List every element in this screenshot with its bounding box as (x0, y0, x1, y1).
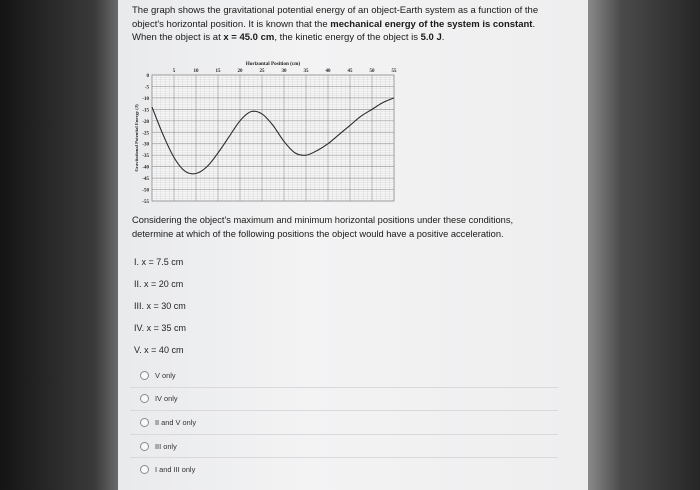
choice-iv-only[interactable] (130, 387, 558, 411)
choice-label: II and V only (155, 417, 197, 427)
statement-list (134, 256, 186, 366)
y-tick-label: -40 (142, 165, 149, 171)
intro-text-1: The graph shows the gravitational potential energy of an object-Earth system as a function of the object's horizontal position. It is known that the (132, 5, 539, 30)
y-tick-label: -5 (144, 85, 149, 91)
choice-ii-and-v-only[interactable] (130, 410, 558, 434)
radio-button[interactable] (140, 394, 149, 403)
y-tick-label: 0 (146, 74, 149, 79)
intro-bold-constant: mechanical energy of the system is constant (330, 18, 533, 30)
radio-button[interactable] (140, 418, 149, 427)
x-tick-label: 5 (172, 69, 176, 74)
y-tick-label: -25 (142, 131, 149, 137)
statement-4: IV. x = 35 cm (134, 323, 186, 333)
x-tick-label: 30 (281, 69, 287, 74)
x-tick-label: 25 (259, 69, 265, 74)
chart-title: Horizontal Position (cm) (245, 61, 301, 67)
choice-label: I and III only (155, 465, 196, 475)
plot-area (152, 75, 394, 201)
intro-text-2: . (532, 18, 536, 30)
intro-text-5: . (441, 32, 445, 43)
choice-label: IV only (155, 394, 178, 404)
choice-label: V only (155, 370, 176, 380)
y-tick-label: -50 (142, 188, 149, 194)
intro-bold-position: x = 45.0 cm (223, 32, 275, 43)
y-tick-label: -45 (142, 177, 149, 183)
y-tick-label: -20 (142, 119, 149, 125)
y-tick-label: -30 (142, 142, 149, 148)
statement-1: I. x = 7.5 cm (134, 257, 184, 267)
radio-button[interactable] (140, 442, 149, 451)
intro-bold-energy: 5.0 J (420, 32, 442, 43)
x-tick-label: 15 (215, 69, 221, 74)
y-tick-label: -35 (142, 154, 149, 160)
intro-text-4: , the kinetic energy of the object is (274, 32, 421, 43)
question-text: Considering the object's maximum and minimum horizontal positions under these conditions, determine at which of the following positions the object would have a positive acceleration. (132, 215, 514, 239)
choice-iii-only[interactable] (130, 434, 558, 458)
x-tick-label: 35 (303, 69, 309, 74)
x-tick-label: 40 (325, 69, 331, 74)
radio-button[interactable] (140, 465, 149, 474)
x-tick-label: 50 (369, 69, 375, 74)
x-tick-label: 10 (193, 69, 199, 74)
answer-choices (130, 364, 558, 481)
radio-button[interactable] (140, 371, 149, 380)
x-tick-label: 55 (391, 69, 397, 74)
potential-energy-graph (132, 58, 402, 206)
y-tick-label: -55 (142, 200, 149, 205)
intro-text-3: When the object is at (132, 32, 224, 43)
x-tick-label: 20 (237, 69, 243, 74)
choice-v-only[interactable] (130, 364, 558, 387)
statement-3: III. x = 30 cm (134, 301, 186, 311)
y-tick-label: -10 (142, 96, 149, 102)
choice-i-and-iii-only[interactable] (130, 457, 558, 481)
left-background (0, 0, 118, 490)
x-tick-label: 45 (347, 69, 353, 74)
y-tick-label: -15 (142, 108, 149, 114)
problem-intro (132, 4, 552, 45)
statement-2: II. x = 20 cm (134, 279, 184, 289)
right-background (588, 0, 700, 490)
choice-label: III only (155, 441, 177, 451)
y-axis-label: Gravitational Potential Energy (J) (134, 104, 139, 172)
statement-5: V. x = 40 cm (134, 345, 184, 355)
